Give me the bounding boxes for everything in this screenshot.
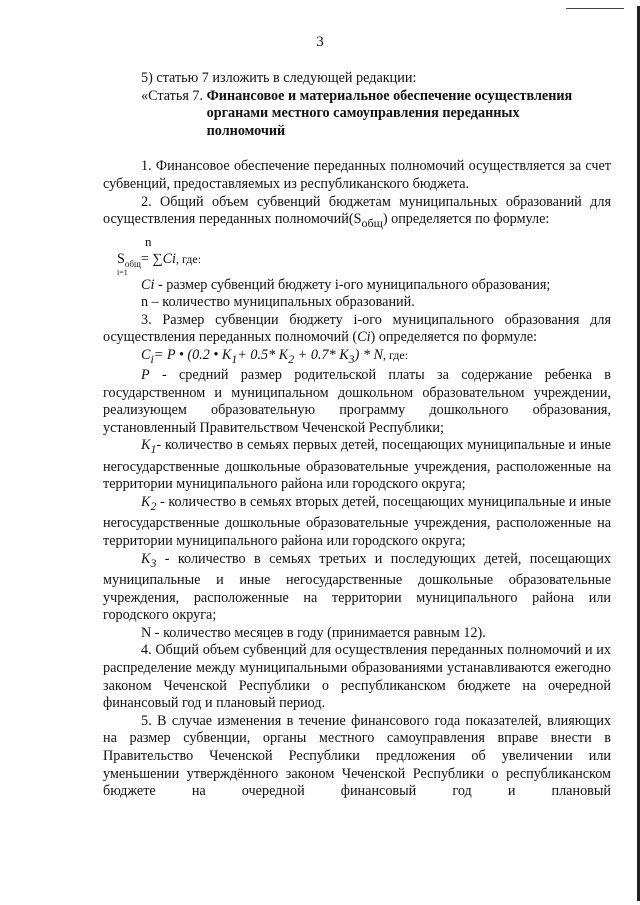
sum-ci: Ci (162, 250, 176, 267)
sum-upper-limit: n (145, 233, 152, 249)
p-symbol: P (141, 366, 150, 383)
document-body (103, 70, 611, 801)
paragraph-3-end: ) определяется по формуле: (370, 329, 538, 346)
k2-letter: K (141, 493, 151, 510)
formula-c-subscript: i (150, 351, 154, 366)
paragraph-2 (103, 194, 611, 233)
paragraph-2-subscript: общ (361, 215, 383, 230)
formula-part-3: + 0.7* K (294, 346, 349, 363)
p-definition-text: - средний размер родительской платы за содержание ребенка в государственном и муниципальном дошкольном образовательном учреждении, реализующем образовательную программу дошкольного образования, установленный Правительством Чеченской Республики; (103, 366, 611, 436)
formula-expression (141, 346, 383, 366)
paragraph-2-text: 2. Общий объем субвенций бюджетам муниципальных образований для осуществления переданных полномочий(S (103, 193, 611, 228)
formula-part-1: = P • (0.2 • K (153, 346, 232, 363)
k2-definition-text: - количество в семьях вторых детей, посещающих муниципальные и иные негосударственные дошкольные образовательные учреждения, расположенные на территории муниципального района или городского округа; (103, 493, 611, 549)
k3-symbol (141, 550, 157, 570)
k1-symbol (141, 437, 157, 457)
k1-letter: K (141, 437, 151, 454)
article-title: Финансовое и материальное обеспечение осуществления органами местного самоуправления переданных полномочий (206, 87, 573, 139)
k1-definition-text: - количество в семьях первых детей, посещающих муниципальные и иные негосударственные дошкольные образовательные учреждения, расположенные на территории муниципального района или городского округа; (103, 437, 611, 493)
sum-where: , где: (175, 251, 202, 266)
sum-index: i=1 (117, 267, 128, 277)
ci-symbol: Ci (141, 276, 155, 293)
n-months-definition: N - количество месяцев в году (принимается равным 12). (141, 624, 486, 641)
paragraph-2-end: ) определяется по формуле: (382, 211, 550, 228)
paragraph-1: 1. Финансовое обеспечение переданных полномочий осуществляется за счет субвенций, предоставляемых из республиканского бюджета. (103, 158, 611, 192)
k2-subscript: 2 (150, 498, 157, 513)
paragraph-3 (103, 312, 611, 347)
amendment-item-5: 5) статью 7 изложить в следующей редакции: (141, 70, 417, 86)
k1-subscript: 1 (150, 442, 157, 457)
formula-c: C (141, 346, 151, 363)
sum-expression (117, 251, 201, 273)
paragraph-3-ci: Ci (357, 329, 371, 346)
formula-part-2: + 0.5* K (237, 346, 289, 363)
k2-definition (103, 494, 611, 551)
k3-letter: K (141, 550, 151, 567)
sum-formula (103, 249, 611, 277)
k3-subscript: 3 (150, 555, 157, 570)
page-number: 3 (316, 34, 324, 50)
sum-equals: = ∑ (140, 250, 163, 267)
article-lead: «Статья 7. (141, 87, 207, 104)
paragraph-4: 4. Общий объем субвенций для осуществления переданных полномочий и их распределение между муниципальными образованиями устанавливаются ежегодно законом Чеченской Республики о республиканском бюджете на очередной финансовый год и плановый период. (103, 642, 611, 712)
formula-k2-subscript: 2 (288, 351, 295, 366)
p-definition (103, 367, 611, 437)
scan-top-line (566, 8, 624, 9)
spacer (103, 140, 611, 158)
formula-part-4: ) * N (354, 346, 383, 363)
formula-k3-subscript: 3 (348, 351, 355, 366)
sum-s: S (117, 250, 125, 267)
formula-k1-subscript: 1 (231, 351, 238, 366)
k2-symbol (141, 493, 157, 513)
ci-definition-text: - размер субвенций бюджету i-ого муниципального образования; (154, 276, 551, 293)
ci-definition (103, 277, 611, 295)
subvention-formula (103, 347, 611, 367)
k3-definition (103, 551, 611, 625)
sum-s-subscript: общ (124, 258, 141, 269)
paragraph-3-text: 3. Размер субвенции бюджету i-ого муниципального образования для осуществления переданных полномочий ( (103, 311, 611, 346)
n-definition: n – количество муниципальных образований. (141, 294, 415, 311)
formula-where: , где: (382, 347, 409, 362)
k1-definition (103, 437, 611, 494)
k3-definition-text: - количество в семьях третьих и последующих детей, посещающих муниципальные и иные негосударственные дошкольные образовательные учреждения, расположенные на территории муниципального района или городского округа; (103, 550, 611, 624)
article-heading (103, 88, 611, 141)
paragraph-5: 5. В случае изменения в течение финансового года показателей, влияющих на размер субвенции, органы местного самоуправления вправе внести в Правительство Чеченской Республики предложения об увеличении или уменьшении утверждённого законом Чеченской Республики о республиканском бюджете на очередной финансовый год и плановый (103, 712, 611, 800)
